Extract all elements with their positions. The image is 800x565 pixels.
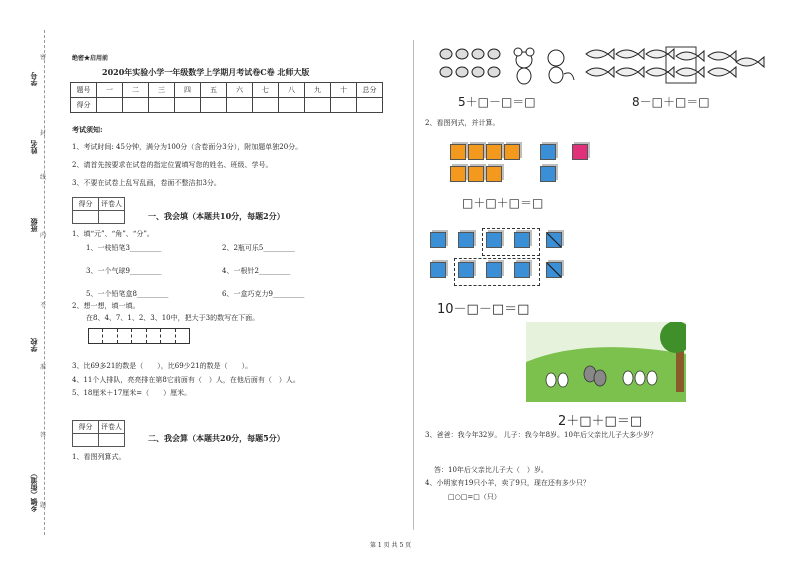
- question-text: 在8、4、7、1、2、3、10中，把大于3的数写在下面。: [86, 314, 260, 322]
- rabbits-field-image: [526, 322, 686, 402]
- equation[interactable]: 8－□＋□＝□: [632, 95, 710, 109]
- cube-icon: [468, 144, 484, 160]
- equation[interactable]: 5＋□－□＝□: [458, 95, 536, 109]
- seal-char: 封: [40, 130, 47, 137]
- table-cell: 二: [123, 83, 149, 98]
- dashed-group-box: [482, 228, 540, 256]
- cube-icon: [430, 262, 446, 278]
- cube-icon: [546, 262, 562, 278]
- score-input-cell[interactable]: [97, 98, 123, 113]
- grader-score-cell[interactable]: [73, 434, 99, 447]
- note-item: 2、请首先按要求在试卷的指定位置填写您的姓名、班级、学号。: [72, 161, 273, 169]
- grader-reviewer-cell[interactable]: [99, 211, 125, 224]
- town-label: 乡镇（街道）: [30, 470, 38, 512]
- fill-item: 2、2瓶可乐5_________: [222, 244, 295, 252]
- question-text: 1、看图列算式。: [72, 453, 126, 461]
- table-cell: 四: [175, 83, 201, 98]
- acorn-group-icon: [440, 49, 500, 77]
- grader-score-label: 得分: [73, 198, 99, 211]
- table-cell: 一: [97, 83, 123, 98]
- grader-reviewer-label: 评卷人: [99, 198, 125, 211]
- table-cell: 题号: [71, 83, 97, 98]
- cube-icon: [486, 166, 502, 182]
- seal-char: 准: [40, 364, 47, 371]
- fill-item: 3、一个气球9_________: [86, 267, 162, 275]
- note-item: 1、考试时间: 45分钟，满分为100分（含卷面分3分），附加题单独20分。: [72, 143, 303, 151]
- table-cell: 六: [227, 83, 253, 98]
- question-text: 2、想一想，填一填。: [72, 302, 140, 310]
- fill-item: 5、一个铅笔盒8_________: [86, 290, 169, 298]
- dashed-group-box: [454, 258, 540, 286]
- equation[interactable]: 2＋□＋□＝□: [558, 414, 643, 429]
- fish-group-icon: [586, 47, 764, 83]
- cube-icon: [572, 144, 588, 160]
- score-input-cell[interactable]: [227, 98, 253, 113]
- column-divider: [413, 40, 414, 530]
- fill-item: 1、一枝铅笔3_________: [86, 244, 162, 252]
- page-title: 2020年实验小学一年级数学上学期月考试卷C卷 北师大版: [102, 67, 310, 77]
- score-input-cell[interactable]: [175, 98, 201, 113]
- grader-box: [72, 197, 125, 224]
- seal-char: 内: [40, 232, 47, 239]
- cube-icon: [450, 166, 466, 182]
- cube-icon: [540, 166, 556, 182]
- table-cell: 八: [279, 83, 305, 98]
- section2-title: 二、我会算（本题共20分，每题5分）: [148, 433, 285, 443]
- name-label: 姓名: [30, 140, 38, 154]
- question-text: 4、小明家有19只小羊，卖了9只，现在还有多少只？: [425, 479, 590, 487]
- school-label: 学校: [30, 338, 38, 352]
- student-id-label: 学号: [30, 72, 38, 86]
- answer-text[interactable]: 答：10年后父亲比儿子大（ ）岁。: [434, 466, 548, 474]
- table-cell: 七: [253, 83, 279, 98]
- table-cell: 十: [331, 83, 357, 98]
- confidential-stamp: 绝密★启用前: [72, 55, 109, 62]
- score-table-row: [71, 98, 383, 113]
- grader-reviewer-cell[interactable]: [99, 434, 125, 447]
- score-table-header-row: [71, 83, 383, 98]
- equation[interactable]: □＋□＋□＝□: [462, 196, 544, 210]
- cube-icon: [468, 166, 484, 182]
- question-text: 3、爸爸：我今年32岁。 儿子：我今年8岁。10年后父亲比儿子大多少岁？: [425, 431, 657, 439]
- notes-heading: 考试须知:: [72, 125, 103, 134]
- cube-icon: [540, 144, 556, 160]
- cube-picture: [430, 228, 570, 288]
- score-input-cell[interactable]: [305, 98, 331, 113]
- grader-score-cell[interactable]: [73, 211, 99, 224]
- cube-icon: [486, 144, 502, 160]
- score-input-cell[interactable]: [331, 98, 357, 113]
- score-input-cell[interactable]: [357, 98, 383, 113]
- question-text: 5、18厘米＋17厘米=（ ）厘米。: [72, 389, 192, 397]
- question-text: 2、看图列式，并计算。: [425, 119, 500, 127]
- fill-item: 6、一盒巧克力9_________: [222, 290, 305, 298]
- grader-box: [72, 420, 125, 447]
- binding-dashed-line: [44, 30, 45, 535]
- cube-icon: [458, 232, 474, 248]
- score-table: [70, 82, 383, 113]
- table-cell: 总分: [357, 83, 383, 98]
- score-input-cell[interactable]: [279, 98, 305, 113]
- score-input-cell[interactable]: [201, 98, 227, 113]
- answer-boxes[interactable]: [88, 328, 190, 344]
- seal-char: 线: [40, 174, 47, 181]
- table-cell: 九: [305, 83, 331, 98]
- cube-icon: [430, 232, 446, 248]
- counting-pictures: [436, 44, 766, 86]
- grader-reviewer-label: 评卷人: [99, 421, 125, 434]
- seal-char: 不: [40, 302, 47, 309]
- note-item: 3、不要在试卷上乱写乱画，卷面不整洁扣3分。: [72, 179, 221, 187]
- question-text: 3、比69多21的数是（ ），比69少21的数是（ ）。: [72, 362, 253, 370]
- cube-icon: [504, 144, 520, 160]
- score-input-cell[interactable]: [149, 98, 175, 113]
- table-cell: 得分: [71, 98, 97, 113]
- seal-char: 题: [40, 502, 47, 509]
- answer-text[interactable]: □○□=□（只）: [448, 493, 501, 501]
- cube-icon: [450, 144, 466, 160]
- cube-picture: [450, 144, 610, 184]
- section1-title: 一、我会填（本题共10分，每题2分）: [148, 211, 285, 221]
- class-label: 班级: [30, 218, 38, 232]
- cube-icon: [546, 232, 562, 248]
- grader-score-label: 得分: [73, 421, 99, 434]
- score-input-cell[interactable]: [123, 98, 149, 113]
- table-cell: 五: [201, 83, 227, 98]
- table-cell: 三: [149, 83, 175, 98]
- seal-char: 答: [40, 432, 47, 439]
- fill-item: 4、一根针2_________: [222, 267, 291, 275]
- question-text: 1、填“元”、“角”、“分”。: [72, 230, 154, 238]
- score-input-cell[interactable]: [253, 98, 279, 113]
- seal-char: 密: [40, 54, 47, 61]
- equation[interactable]: 10－□－□＝□: [437, 302, 530, 317]
- mouse-icon: [514, 48, 574, 84]
- page-footer: 第 1 页 共 5 页: [370, 542, 412, 549]
- question-text: 4、11个人排队，亮亮排在第8它前面有（ ）人，在他后面有（ ）人。: [72, 376, 300, 384]
